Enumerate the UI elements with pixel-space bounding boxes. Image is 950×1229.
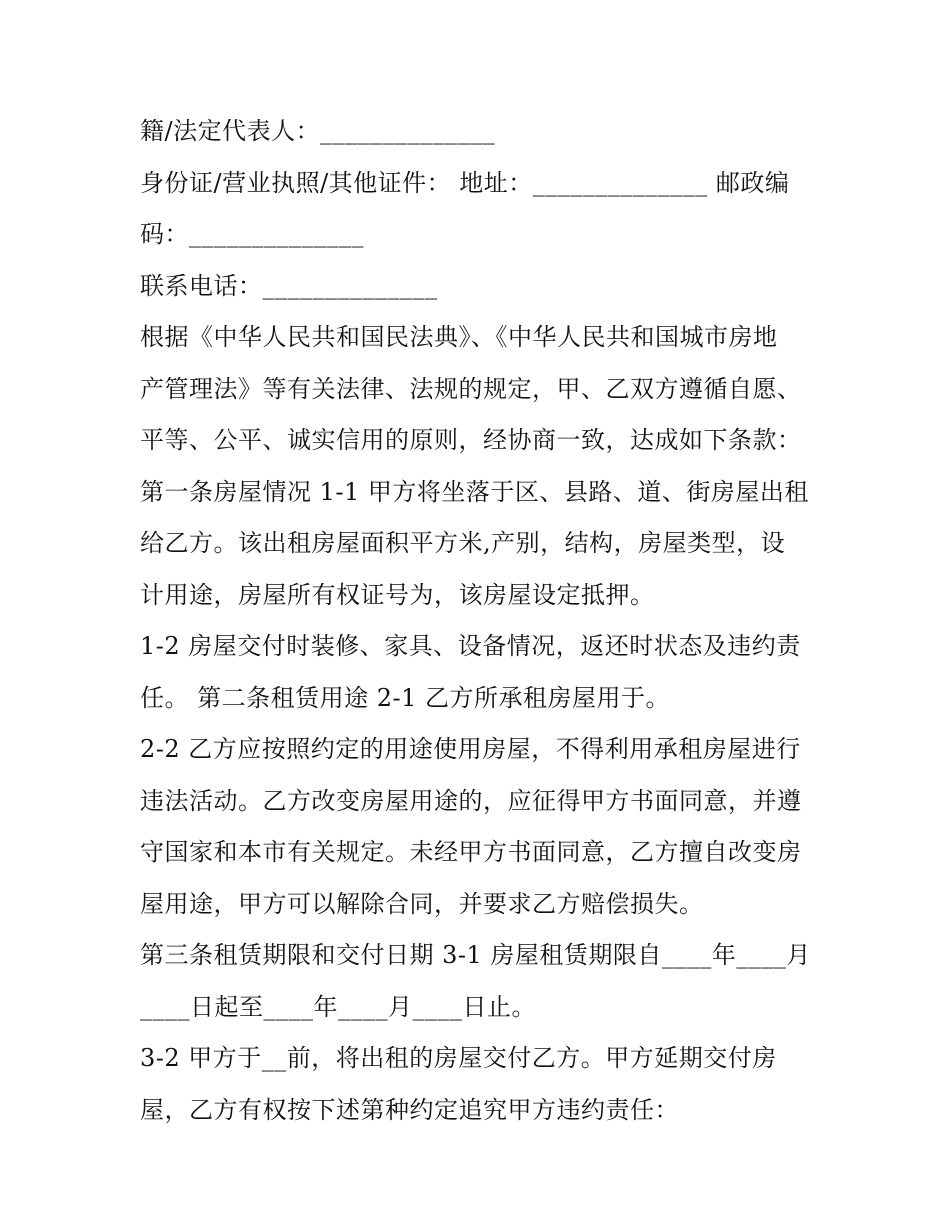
text-line: 1-2 房屋交付时装修、家具、设备情况，返还时状态及违约责: [140, 632, 801, 660]
text-line: 给乙方。该出租房屋面积平方米,产别，结构，房屋类型，设: [140, 529, 786, 557]
text-line: 违法活动。乙方改变房屋用途的，应征得甲方书面同意，并遵: [140, 786, 802, 815]
text-line: 根据《中华人民共和国民法典》、《中华人民共和国城市房地: [140, 323, 778, 351]
text-line: 计用途，房屋所有权证号为，该房屋设定抵押。: [140, 580, 655, 609]
text-line: 守国家和本市有关规定。未经甲方书面同意，乙方擅自改变房: [140, 838, 802, 866]
text-line: 身份证/营业执照/其他证件： 地址：______________ 邮政编: [140, 168, 790, 197]
text-line: 平等、公平、诚实信用的原则，经协商一致，达成如下条款：: [140, 426, 802, 454]
text-line: 联系电话：______________: [140, 271, 438, 300]
text-line: 任。 第二条租赁用途 2-1 乙方所承租房屋用于。: [140, 683, 671, 712]
text-line: 第一条房屋情况 1-1 甲方将坐落于区、县路、道、街房屋出租: [140, 477, 809, 506]
text-line: 屋用途，甲方可以解除合同，并要求乙方赔偿损失。: [140, 889, 704, 918]
text-line: 籍/法定代表人：______________: [140, 117, 496, 145]
text-line: ____日起至____年____月____日止。: [140, 992, 536, 1021]
text-line: 2-2 乙方应按照约定的用途使用房屋，不得利用承租房屋进行: [140, 735, 801, 763]
text-line: 第三条租赁期限和交付日期 3-1 房屋租赁期限自____年____月: [140, 941, 811, 969]
text-line: 屋，乙方有权按下述第种约定追究甲方违约责任：: [140, 1095, 679, 1124]
document-body: [140, 106, 820, 1136]
text-line: 码：______________: [140, 220, 364, 248]
text-line: 3-2 甲方于__前，将出租的房屋交付乙方。甲方延期交付房: [140, 1044, 777, 1072]
text-line: 产管理法》等有关法律、法规的规定，甲、乙双方遵循自愿、: [140, 374, 802, 403]
